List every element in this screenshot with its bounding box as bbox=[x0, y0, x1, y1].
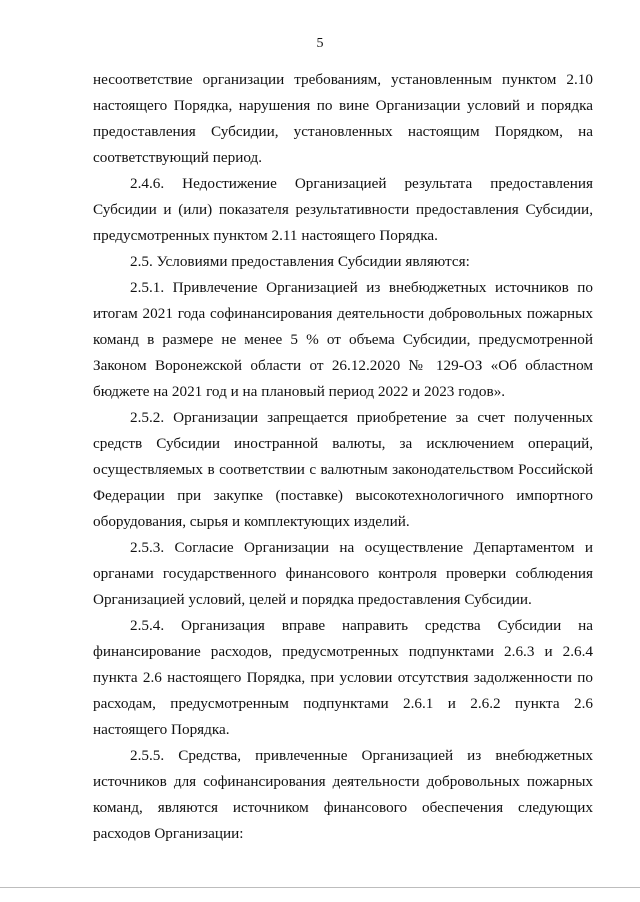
paragraph-2-4-6: 2.4.6. Недостижение Организацией результата предоставления Субсидии и (или) показателя результативности предоставления Субсидии, предусмотренных пунктом 2.11 настоящего Порядка. bbox=[93, 175, 593, 244]
page-number: 5 bbox=[316, 36, 324, 51]
paragraph-2-5-1: 2.5.1. Привлечение Организацией из внебюджетных источников по итогам 2021 года софинансирования деятельности добровольных пожарных команд в размере не менее 5 % от объема Субсидии, предусмотренной Законом Воронежской области от 26.12.2020 № 129-ОЗ «Об областном бюджете на 2021 год и на плановый период 2022 и 2023 годов». bbox=[93, 279, 593, 400]
paragraph-continuation: несоответствие организации требованиям, установленным пунктом 2.10 настоящего Порядка, нарушения по вине Организации условий и порядка предоставления Субсидии, установленных настоящим Порядком, на соответствующий период. bbox=[93, 71, 593, 166]
page-bottom-divider bbox=[0, 887, 640, 888]
document-body bbox=[93, 67, 593, 847]
paragraph-2-5-4: 2.5.4. Организация вправе направить средства Субсидии на финансирование расходов, предусмотренных подпунктами 2.6.3 и 2.6.4 пункта 2.6 настоящего Порядка, при условии отсутствия задолженности по расходам, предусмотренным подпунктами 2.6.1 и 2.6.2 пункта 2.6 настоящего Порядка. bbox=[93, 617, 593, 738]
paragraph-2-5-5: 2.5.5. Средства, привлеченные Организацией из внебюджетных источников для софинансирования деятельности добровольных пожарных команд, являются источником финансового обеспечения следующих расходов Организации: bbox=[93, 747, 593, 842]
paragraph-2-5-2: 2.5.2. Организации запрещается приобретение за счет полученных средств Субсидии иностранной валюты, за исключением операций, осуществляемых в соответствии с валютным законодательством Российской Федерации при закупке (поставке) высокотехнологичного импортного оборудования, сырья и комплектующих изделий. bbox=[93, 409, 593, 530]
paragraph-2-5: 2.5. Условиями предоставления Субсидии являются: bbox=[130, 253, 470, 270]
paragraph-2-5-3: 2.5.3. Согласие Организации на осуществление Департаментом и органами государственного финансового контроля проверки соблюдения Организацией условий, целей и порядка предоставления Субсидии. bbox=[93, 539, 593, 608]
